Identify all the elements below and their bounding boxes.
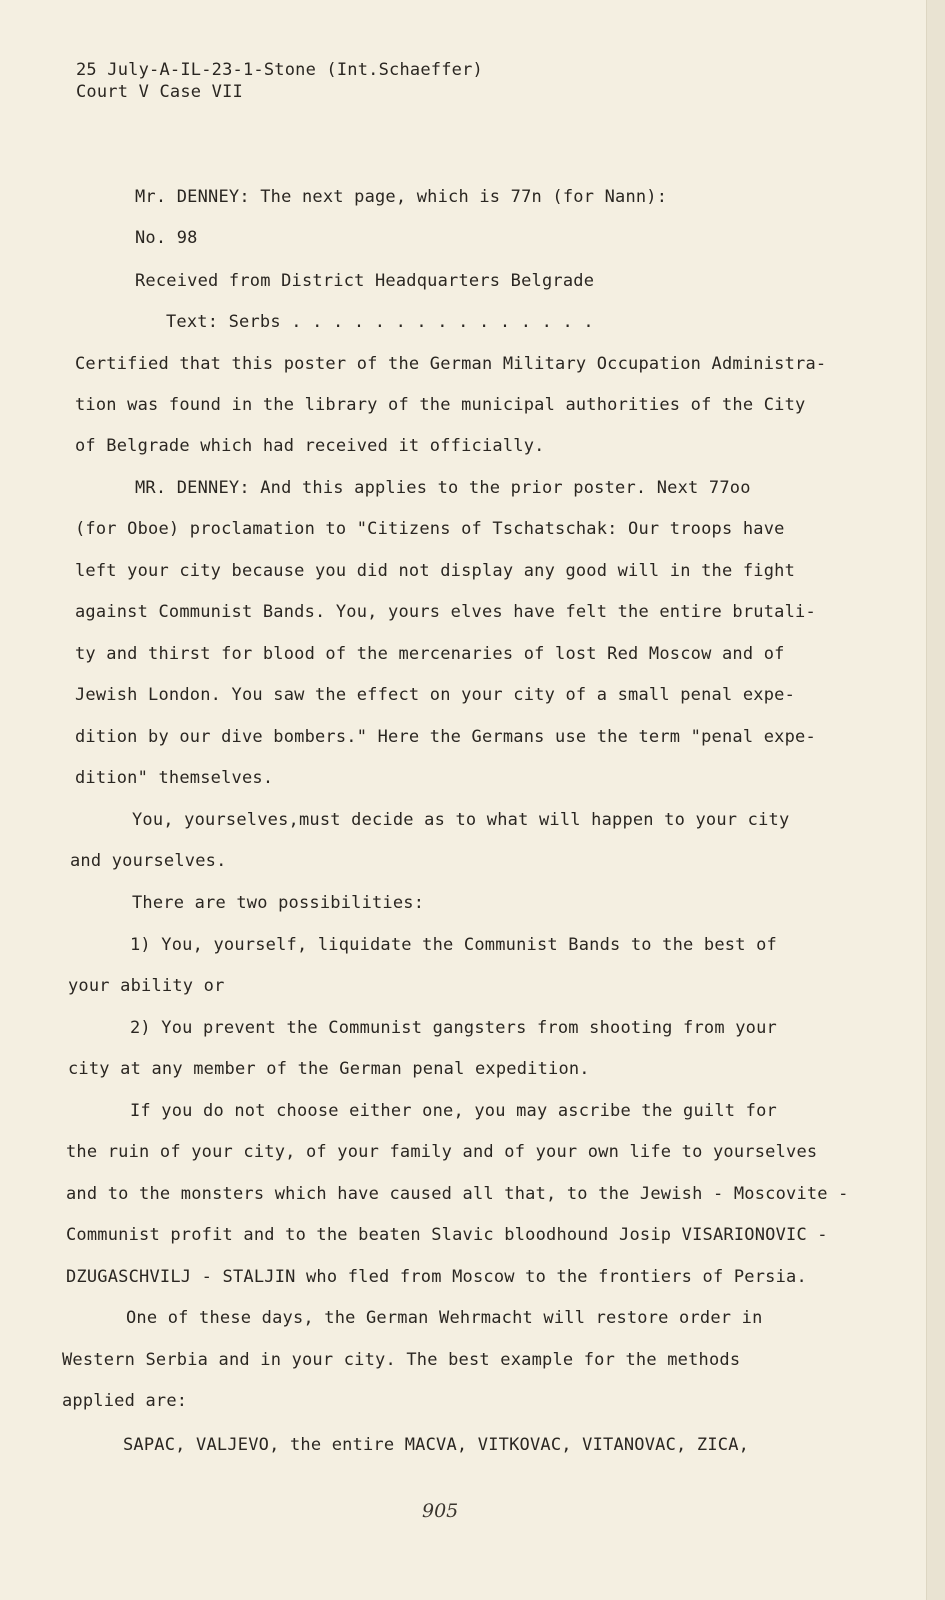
body-line: No. 98	[135, 228, 198, 248]
body-line: If you do not choose either one, you may ascribe the guilt for	[130, 1101, 777, 1121]
header-line-2: Court V Case VII	[76, 82, 243, 102]
body-line: 1) You, yourself, liquidate the Communist Bands to the best of	[130, 935, 777, 955]
body-line: city at any member of the German penal expedition.	[68, 1059, 590, 1079]
body-line: One of these days, the German Wehrmacht will restore order in	[126, 1308, 763, 1328]
body-line: (for Oboe) proclamation to "Citizens of Tschatschak: Our troops have	[75, 519, 785, 539]
body-line: Mr. DENNEY: The next page, which is 77n (for Nann):	[135, 187, 668, 207]
body-line: Received from District Headquarters Belgrade	[135, 271, 595, 291]
body-line: your ability or	[68, 976, 225, 996]
body-line: 2) You prevent the Communist gangsters from shooting from your	[130, 1018, 777, 1038]
page-edge	[926, 0, 945, 1600]
body-line: of Belgrade which had received it officially.	[75, 436, 545, 456]
body-line: left your city because you did not display any good will in the fight	[75, 561, 796, 581]
body-line: tion was found in the library of the municipal authorities of the City	[75, 395, 806, 415]
body-line: SAPAC, VALJEVO, the entire MACVA, VITKOVAC, VITANOVAC, ZICA,	[123, 1435, 750, 1455]
body-line: Text: Serbs . . . . . . . . . . . . . . .	[166, 312, 594, 332]
body-line: Jewish London. You saw the effect on your city of a small penal expe-	[75, 685, 796, 705]
body-line: DZUGASCHVILJ - STALJIN who fled from Moscow to the frontiers of Persia.	[66, 1267, 807, 1287]
body-line: ty and thirst for blood of the mercenaries of lost Red Moscow and of	[75, 644, 785, 664]
body-line: You, yourselves,must decide as to what will happen to your city	[132, 810, 790, 830]
header-line-1: 25 July-A-IL-23-1-Stone (Int.Schaeffer)	[76, 60, 483, 80]
body-line: against Communist Bands. You, yours elves have felt the entire brutali-	[75, 602, 816, 622]
body-line: the ruin of your city, of your family and of your own life to yourselves	[66, 1142, 818, 1162]
body-line: Certified that this poster of the German Military Occupation Administra-	[75, 354, 827, 374]
body-line: dition by our dive bombers." Here the Germans use the term "penal expe-	[75, 727, 816, 747]
body-line: and yourselves.	[70, 851, 227, 871]
page-number: 905	[422, 1500, 459, 1522]
body-line: Western Serbia and in your city. The best example for the methods	[62, 1350, 741, 1370]
body-line: dition" themselves.	[75, 768, 274, 788]
body-line: There are two possibilities:	[132, 893, 425, 913]
body-line: Communist profit and to the beaten Slavic bloodhound Josip VISARIONOVIC -	[66, 1225, 828, 1245]
body-line: applied are:	[62, 1391, 188, 1411]
body-line: MR. DENNEY: And this applies to the prior poster. Next 77oo	[135, 478, 751, 498]
body-line: and to the monsters which have caused all that, to the Jewish - Moscovite -	[66, 1184, 849, 1204]
